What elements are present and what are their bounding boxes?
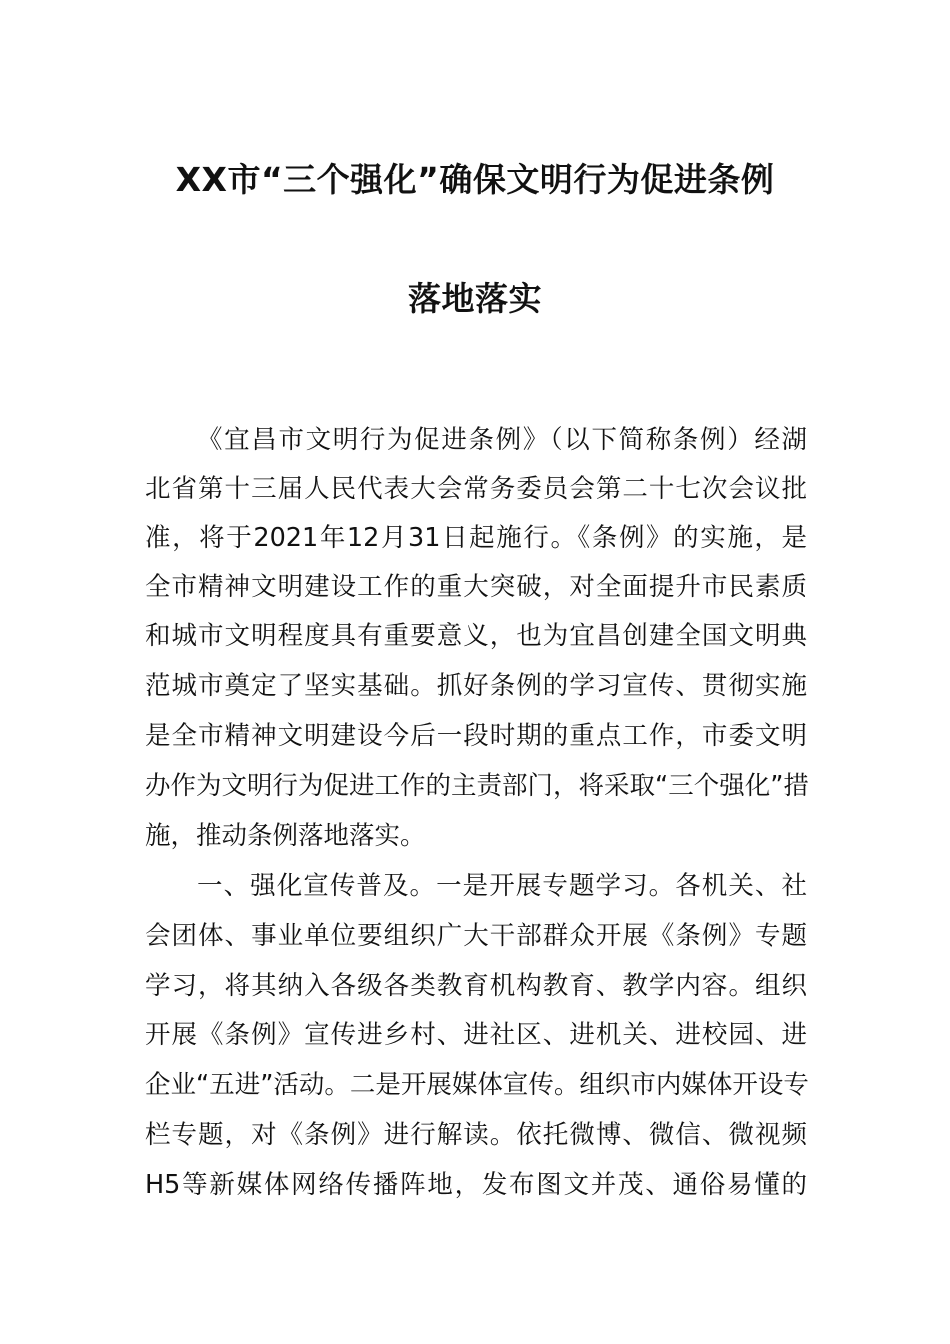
- paragraph-line: 是全市精神文明建设今后一段时期的重点工作，市委文明: [145, 721, 807, 751]
- paragraph-line: 和城市文明程度具有重要意义，也为宜昌创建全国文明典: [145, 621, 807, 651]
- paragraph-line: 《宜昌市文明行为促进条例》（以下简称条例）经湖: [197, 425, 807, 455]
- paragraph-line: 一、强化宣传普及。一是开展专题学习。各机关、社: [197, 871, 807, 901]
- document-title-line-1: XX市“三个强化”确保文明行为促进条例: [175, 160, 775, 199]
- paragraph-line: 学习，将其纳入各级各类教育机构教育、教学内容。组织: [145, 971, 807, 1001]
- paragraph-line: 准，将于2021年12月31日起施行。《条例》的实施，是: [145, 523, 807, 553]
- paragraph-line: 北省第十三届人民代表大会常务委员会第二十七次会议批: [145, 474, 807, 504]
- paragraph-line: H5等新媒体网络传播阵地，发布图文并茂、通俗易懂的: [145, 1170, 807, 1200]
- paragraph-line: 办作为文明行为促进工作的主责部门，将采取“三个强化”措: [145, 771, 809, 801]
- paragraph-line: 栏专题，对《条例》进行解读。依托微博、微信、微视频: [145, 1120, 807, 1150]
- paragraph-line: 企业“五进”活动。二是开展媒体宣传。组织市内媒体开设专: [145, 1070, 809, 1100]
- document-title-line-2: 落地落实: [408, 279, 542, 318]
- paragraph-line: 会团体、事业单位要组织广大干部群众开展《条例》专题: [145, 921, 807, 951]
- paragraph-line: 全市精神文明建设工作的重大突破，对全面提升市民素质: [145, 572, 807, 602]
- paragraph-line: 开展《条例》宣传进乡村、进社区、进机关、进校园、进: [145, 1020, 807, 1050]
- paragraph-line: 施，推动条例落地落实。: [145, 821, 426, 851]
- paragraph-line: 范城市奠定了坚实基础。抓好条例的学习宣传、贯彻实施: [145, 671, 807, 701]
